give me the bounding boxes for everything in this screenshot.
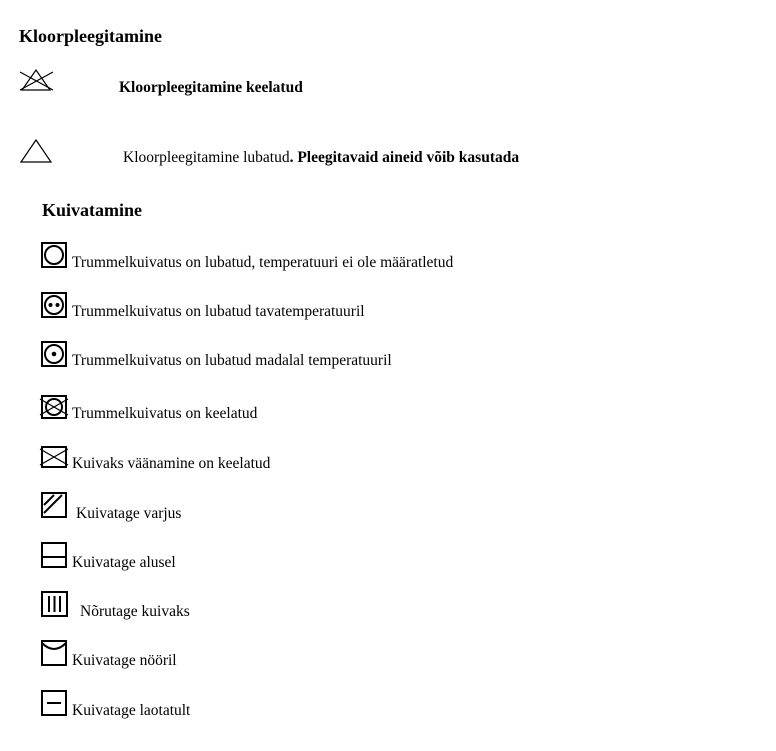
triangle-icon [19, 138, 55, 164]
drying-item-label: Trummelkuivatus on lubatud madalal temperatuuril [72, 352, 392, 369]
dry-in-shade-icon [41, 492, 67, 518]
no-wring-icon [41, 446, 67, 468]
drying-heading: Kuivatamine [42, 200, 143, 220]
tumble-dry-icon [41, 242, 67, 268]
drying-item-label: Kuivatage laotatult [72, 702, 191, 719]
bleach-allowed-text: Kloorpleegitamine lubatud [123, 149, 290, 166]
dry-flat-icon [41, 690, 67, 716]
drying-item-label: Trummelkuivatus on lubatud tavatemperatuuril [72, 303, 365, 320]
drying-item-label: Trummelkuivatus on keelatud [72, 405, 258, 422]
no-tumble-dry-icon [41, 395, 67, 419]
drying-item-label: Kuivatage alusel [72, 554, 176, 571]
tumble-dry-low-icon [41, 341, 67, 367]
drying-item-label: Kuivaks väänamine on keelatud [72, 455, 271, 472]
bleaching-heading: Kloorpleegitamine [19, 26, 162, 46]
tumble-dry-normal-icon [41, 292, 67, 318]
drying-item-label: Kuivatage varjus [76, 505, 182, 522]
bleach-prohibited-label: Kloorpleegitamine keelatud [119, 79, 303, 96]
bleach-allowed-bold-text: . Pleegitavaid aineid võib kasutada [289, 149, 520, 166]
drying-item-label: Trummelkuivatus on lubatud, temperatuuri ei ole määratletud [72, 254, 454, 271]
dry-on-base-icon [41, 542, 67, 568]
drying-item-label: Nõrutage kuivaks [80, 603, 190, 620]
drip-dry-icon [41, 591, 68, 617]
line-dry-icon [41, 640, 67, 666]
bleach-allowed-label [123, 149, 519, 167]
crossed-triangle-icon [19, 68, 55, 92]
drying-item-label: Kuivatage nööril [72, 652, 177, 669]
